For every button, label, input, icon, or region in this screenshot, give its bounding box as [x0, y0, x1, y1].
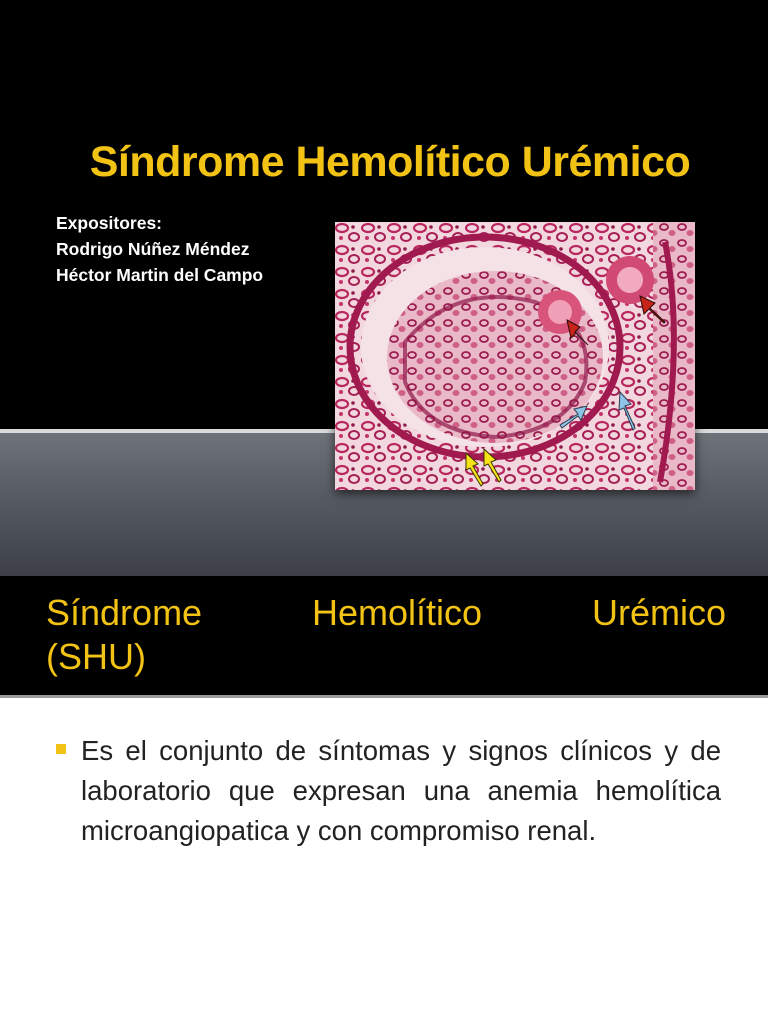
bullet-square-icon	[56, 744, 66, 754]
presenter-name: Héctor Martin del Campo	[56, 265, 264, 285]
bullet-text: Es el conjunto de síntomas y signos clínicos y de laboratorio que expresan una anemia hemolítica microangiopatica y con compromiso renal.	[81, 735, 721, 846]
presenter-name: Rodrigo Núñez Méndez	[56, 239, 250, 259]
presenters-label: Expositores:	[56, 213, 162, 233]
slide-title: Síndrome Hemolítico Urémico	[89, 138, 691, 186]
slide-header	[0, 576, 768, 695]
glomerulus-micrograph	[335, 222, 695, 490]
header-divider	[0, 695, 768, 698]
histology-image	[335, 222, 695, 490]
presenters-block	[56, 210, 263, 288]
content-slide	[0, 576, 768, 1024]
heading-abbreviation: (SHU)	[46, 636, 146, 677]
slide-heading	[46, 591, 726, 679]
heading-line: Síndrome Hemolítico Urémico	[46, 592, 726, 633]
